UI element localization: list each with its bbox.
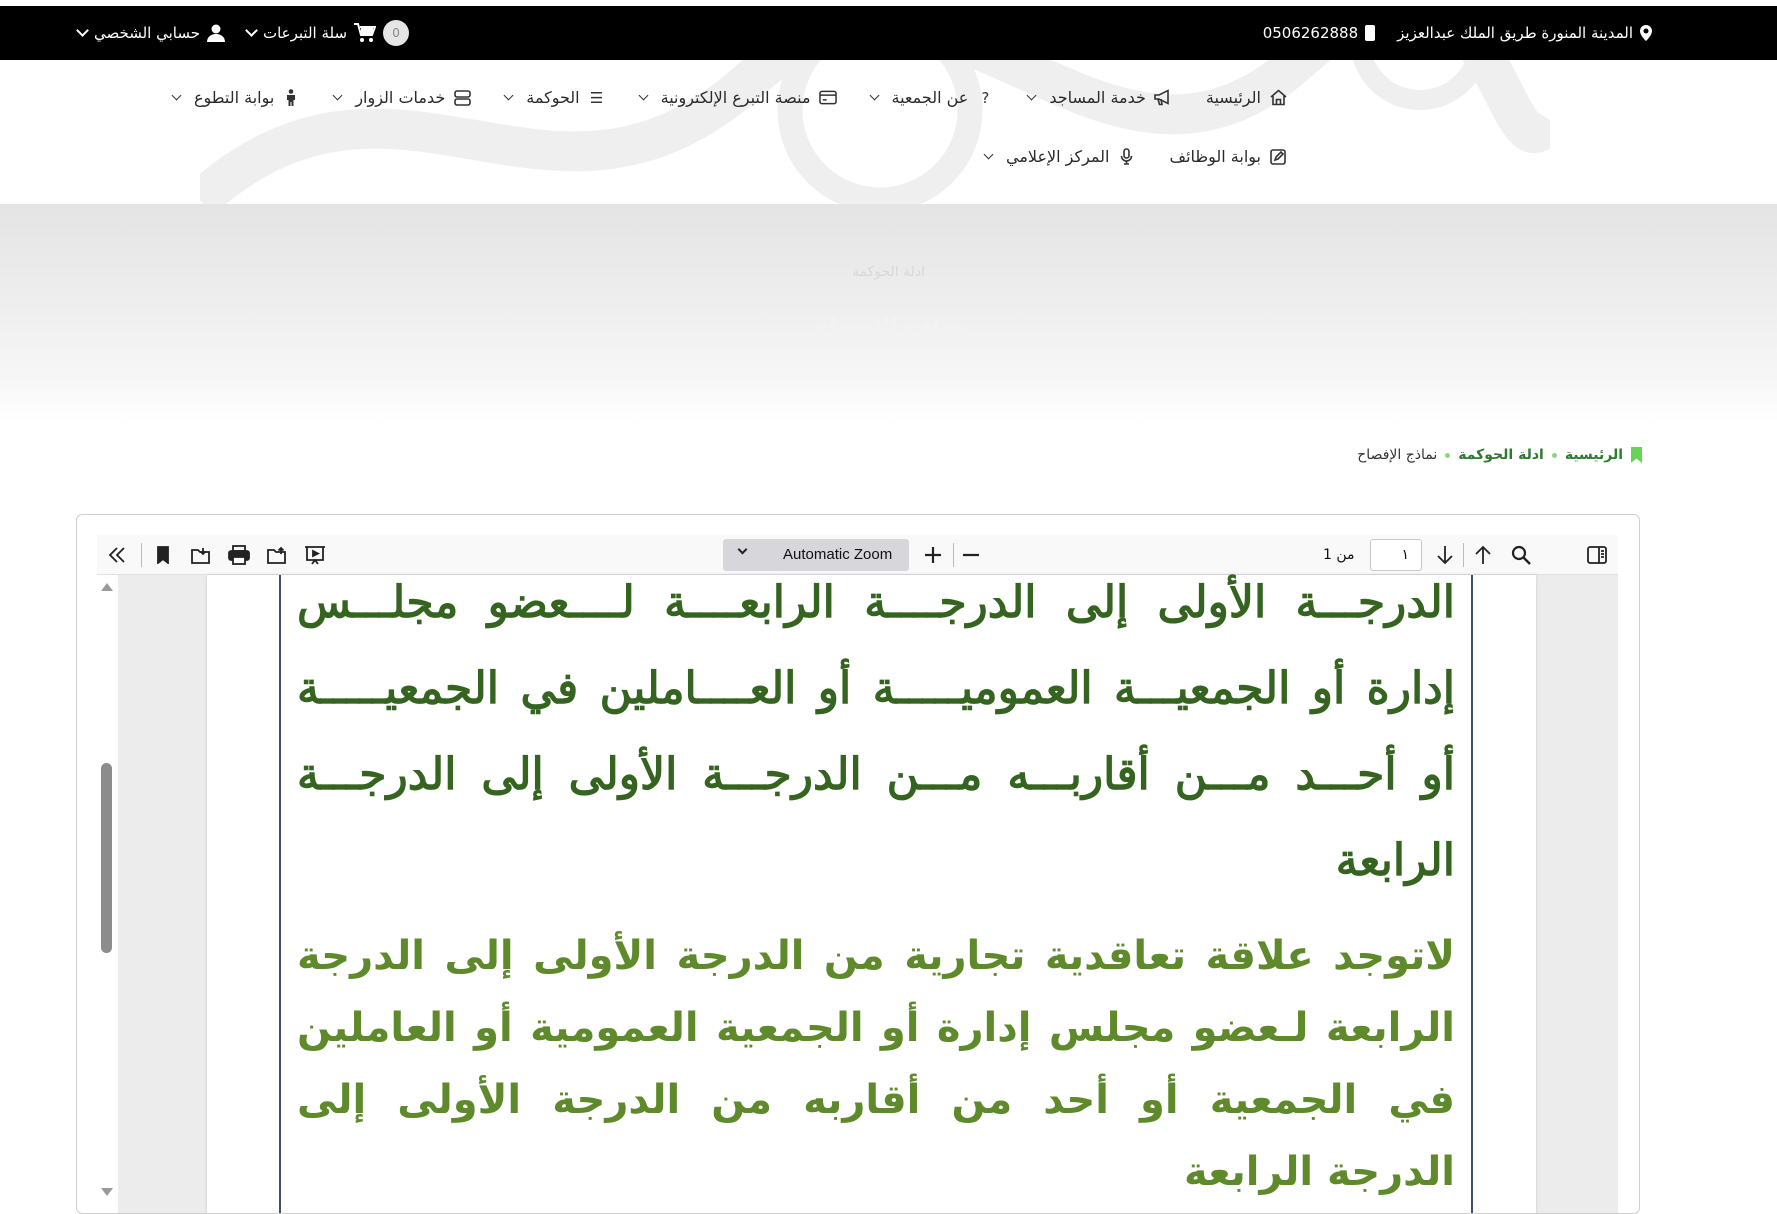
bookmark-button[interactable] (149, 541, 177, 569)
zoom-out-button[interactable] (957, 541, 985, 569)
address-text: المدينة المنورة طريق الملك عبدالعزيز (1397, 24, 1633, 42)
bookmark-icon (1631, 447, 1642, 463)
page-number-input[interactable]: ١ (1370, 539, 1422, 571)
phone-icon (1365, 25, 1375, 41)
document-line: الدرجـــة الأولى إلى الدرجــــة الرابعــــة لــــعضو مجلـــس (297, 577, 1455, 628)
presentation-mode-button[interactable] (301, 541, 329, 569)
nav-item-governance[interactable] (505, 88, 605, 107)
sidebar-toggle-button[interactable] (1583, 541, 1611, 569)
document-line: الدرجة الرابعة (1183, 1149, 1455, 1195)
chevron-down-icon (638, 90, 648, 100)
hero-subtitle: ادلة الحوكمة (851, 264, 926, 280)
previous-page-button[interactable] (1469, 541, 1497, 569)
chevron-down-icon (76, 24, 89, 37)
account-menu[interactable] (78, 24, 225, 42)
chevron-down-icon (171, 90, 181, 100)
zoom-value: Automatic Zoom (783, 546, 893, 563)
contact-info (1263, 6, 1652, 60)
nav-row-secondary (985, 147, 1287, 166)
microphone-icon (1118, 148, 1136, 166)
breadcrumb-separator (1552, 453, 1557, 458)
nav-label: بوابة التطوع (193, 88, 275, 107)
chevron-down-icon (245, 24, 258, 37)
pdf-canvas[interactable] (97, 575, 1618, 1214)
phone-contact[interactable] (1263, 24, 1375, 42)
nav-label: خدمات الزوار (355, 88, 446, 107)
nav-label: عن الجمعية (891, 88, 969, 107)
nav-item-volunteer-portal[interactable] (173, 88, 300, 107)
page-hero-banner (0, 204, 1777, 424)
print-icon (228, 545, 250, 565)
print-button[interactable] (225, 541, 253, 569)
scrollbar-thumb[interactable] (101, 763, 112, 953)
nav-item-visitor-services[interactable] (334, 88, 471, 107)
nav-item-donation-platform[interactable] (640, 88, 837, 107)
nav-label: الحوكمة (526, 88, 580, 107)
pdf-viewer (76, 514, 1640, 1214)
chevron-down-icon (1027, 90, 1037, 100)
server-icon (453, 89, 471, 107)
arrow-up-icon (1475, 545, 1491, 565)
chevron-down-icon (738, 545, 748, 555)
chevron-down-icon (333, 90, 343, 100)
edit-icon (1269, 148, 1287, 166)
nav-label: خدمة المساجد (1049, 88, 1146, 107)
nav-item-home[interactable] (1206, 88, 1287, 107)
scroll-down-arrow-icon[interactable] (101, 1188, 113, 1196)
zoom-in-button[interactable] (919, 541, 947, 569)
open-file-icon (267, 546, 287, 564)
toolbar-divider (953, 543, 954, 567)
document-frame (279, 575, 1473, 1214)
breadcrumb-separator (1445, 453, 1450, 458)
breadcrumb-parent-link[interactable]: ادلة الحوكمة (1458, 447, 1544, 463)
top-bar (0, 6, 1777, 60)
document-line: لاتوجد علاقة تعاقدية تجارية من الدرجة الأولى إلى الدرجة (297, 933, 1455, 979)
cart-label: سلة التبرعات (262, 24, 348, 42)
nav-item-mosque-service[interactable] (1028, 88, 1172, 107)
save-icon (191, 546, 211, 564)
save-button[interactable] (187, 541, 215, 569)
phone-number: 0506262888 (1262, 24, 1359, 42)
megaphone-icon (1154, 89, 1172, 107)
arrow-down-icon (1437, 545, 1453, 565)
question-icon: ? (981, 88, 990, 107)
document-line: أو أحـــد مـــن أقاربـــه مـــن الدرجـــة الأولى إلى الدرجـــة (297, 749, 1455, 800)
nav-item-media-center[interactable] (985, 147, 1136, 166)
pdf-page (207, 575, 1536, 1214)
open-file-button[interactable] (263, 541, 291, 569)
minus-icon (962, 546, 980, 564)
plus-icon (924, 546, 942, 564)
card-icon (819, 89, 837, 107)
hero-title: نماذج الإفصاح (813, 314, 964, 339)
page-count-label: من 1 (1323, 547, 1355, 563)
toolbar-divider (1463, 543, 1464, 567)
document-line: إدارة أو الجمعيـــة العموميـــــة أو العــــاملين في الجمعيـــــة (297, 663, 1455, 714)
nav-item-about[interactable] (871, 88, 995, 107)
nav-row-primary (173, 88, 1287, 107)
cart-count-badge: 0 (383, 20, 409, 46)
nav-label: المركز الإعلامي (1006, 147, 1110, 166)
sidebar-icon (1587, 546, 1607, 564)
zoom-select[interactable] (723, 539, 909, 571)
chevron-down-icon (984, 149, 994, 159)
breadcrumb-current: نماذج الإفصاح (1357, 447, 1438, 463)
document-line: في الجمعية أو أحد من أقاربه من الدرجة الأولى إلى (297, 1077, 1455, 1123)
document-line: الرابعة (1335, 835, 1455, 886)
double-chevron-left-icon (107, 546, 127, 564)
document-line: الرابعة لـعضو مجلس إدارة أو الجمعية العمومية أو العاملين (297, 1005, 1455, 1051)
toolbar-divider (141, 543, 142, 567)
user-actions (78, 6, 409, 60)
chevron-down-icon (869, 90, 879, 100)
nav-label: بوابة الوظائف (1169, 147, 1261, 166)
home-icon (1269, 89, 1287, 107)
bookmark-icon (156, 546, 170, 564)
account-label: حسابي الشخصي (94, 24, 200, 42)
cart-icon (354, 23, 376, 43)
nav-item-jobs-portal[interactable] (1170, 147, 1288, 166)
nav-label: الرئيسية (1205, 88, 1261, 107)
pdf-toolbar (97, 535, 1618, 575)
list-icon: ☰ (589, 88, 604, 107)
breadcrumb-home-link[interactable]: الرئيسية (1564, 447, 1623, 463)
donation-cart[interactable] (247, 20, 409, 46)
tools-toggle-button[interactable] (103, 541, 131, 569)
location-pin-icon (1640, 25, 1652, 41)
scroll-up-arrow-icon[interactable] (101, 583, 113, 591)
person-icon (282, 89, 300, 107)
search-icon (1511, 545, 1531, 565)
breadcrumb (1357, 447, 1642, 463)
chevron-down-icon (504, 90, 514, 100)
user-icon (207, 24, 225, 42)
find-button[interactable] (1507, 541, 1535, 569)
address-contact[interactable] (1397, 24, 1652, 42)
nav-label: منصة التبرع الإلكترونية (660, 88, 811, 107)
next-page-button[interactable] (1431, 541, 1459, 569)
ornament-background (200, 60, 1550, 204)
presentation-icon (304, 545, 326, 565)
vertical-scrollbar[interactable] (97, 575, 118, 1214)
main-navigation (0, 60, 1777, 204)
